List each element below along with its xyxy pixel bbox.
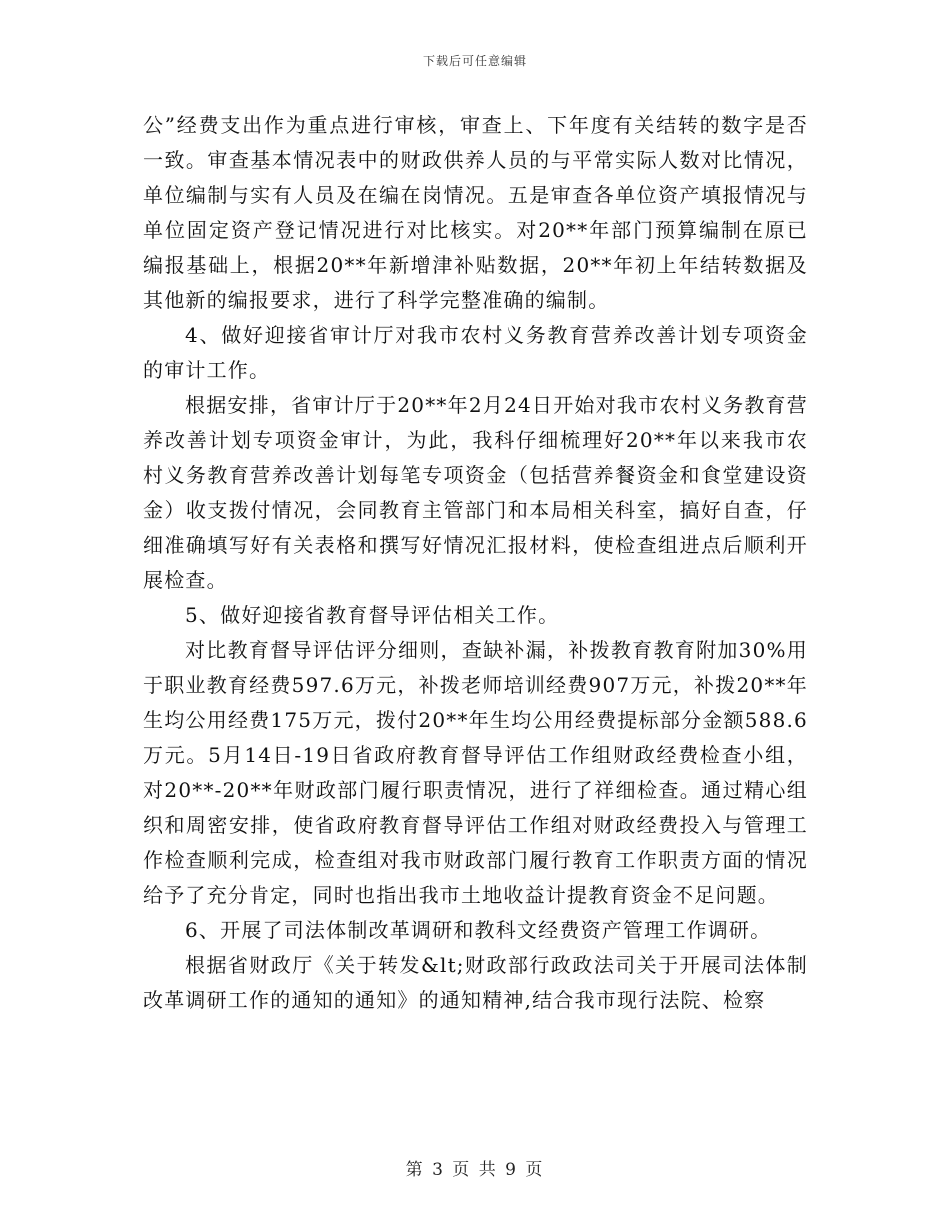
paragraph-3: 根据安排，省审计厅于20**年2月24日开始对我市农村义务教育营养改善计划专项资金审计，为此，我科仔细梳理好20**年以来我市农村义务教育营养改善计划每笔专项资金（包括营养餐资金和食堂建设资金）收支拨付情况，会同教育主管部门和本局相关科室，搞好自查，仔细准确填写好有关表格和撰写好情况汇报材料，使检查组进点后顺利开展检查。 (143, 393, 808, 592)
page-header: 下载后可任意编辑 (422, 54, 527, 68)
paragraph-5: 对比教育督导评估评分细则，查缺补漏，补拨教育教育附加30%用于职业教育经费597.6万元，补拨老师培训经费907万元，补拨20**年生均公用经费175万元，拨付20**年生均公用经费提标部分金额588.6万元。5月14日-19日省政府教育督导评估工作组财政经费检查小组，对20**-20**年财政部门履行职责情况，进行了祥细检查。通过精心组织和周密安排，使省政府教育督导评估工作组对财政经费投入与管理工作检查顺利完成，检查组对我市财政部门履行教育工作职责方面的情况给予了充分肯定，同时也指出我市土地收益计提教育资金不足问题。 (143, 638, 808, 907)
paragraph-4-heading: 5、做好迎接省教育督导评估相关工作。 (185, 603, 560, 627)
paragraph-6-heading: 6、开展了司法体制改革调研和教科文经费资产管理工作调研。 (185, 918, 772, 942)
document-body (143, 108, 808, 1018)
paragraph-7: 根据省财政厅《关于转发&lt;财政部行政政法司关于开展司法体制改革调研工作的通知的通知》的通知精神,结合我市现行法院、检察 (143, 953, 808, 1012)
page-number-footer: 第 3 页 共 9 页 (405, 1160, 545, 1180)
paragraph-2-heading: 4、做好迎接省审计厅对我市农村义务教育营养改善计划专项资金的审计工作。 (143, 323, 808, 382)
paragraph-1: 公”经费支出作为重点进行审核，审查上、下年度有关结转的数字是否一致。审查基本情况表中的财政供养人员的与平常实际人数对比情况，单位编制与实有人员及在编在岗情况。五是审查各单位资产填报情况与单位固定资产登记情况进行对比核实。对20**年部门预算编制在原已编报基础上，根据20**年新增津补贴数据，20**年初上年结转数据及其他新的编报要求，进行了科学完整准确的编制。 (143, 113, 808, 312)
